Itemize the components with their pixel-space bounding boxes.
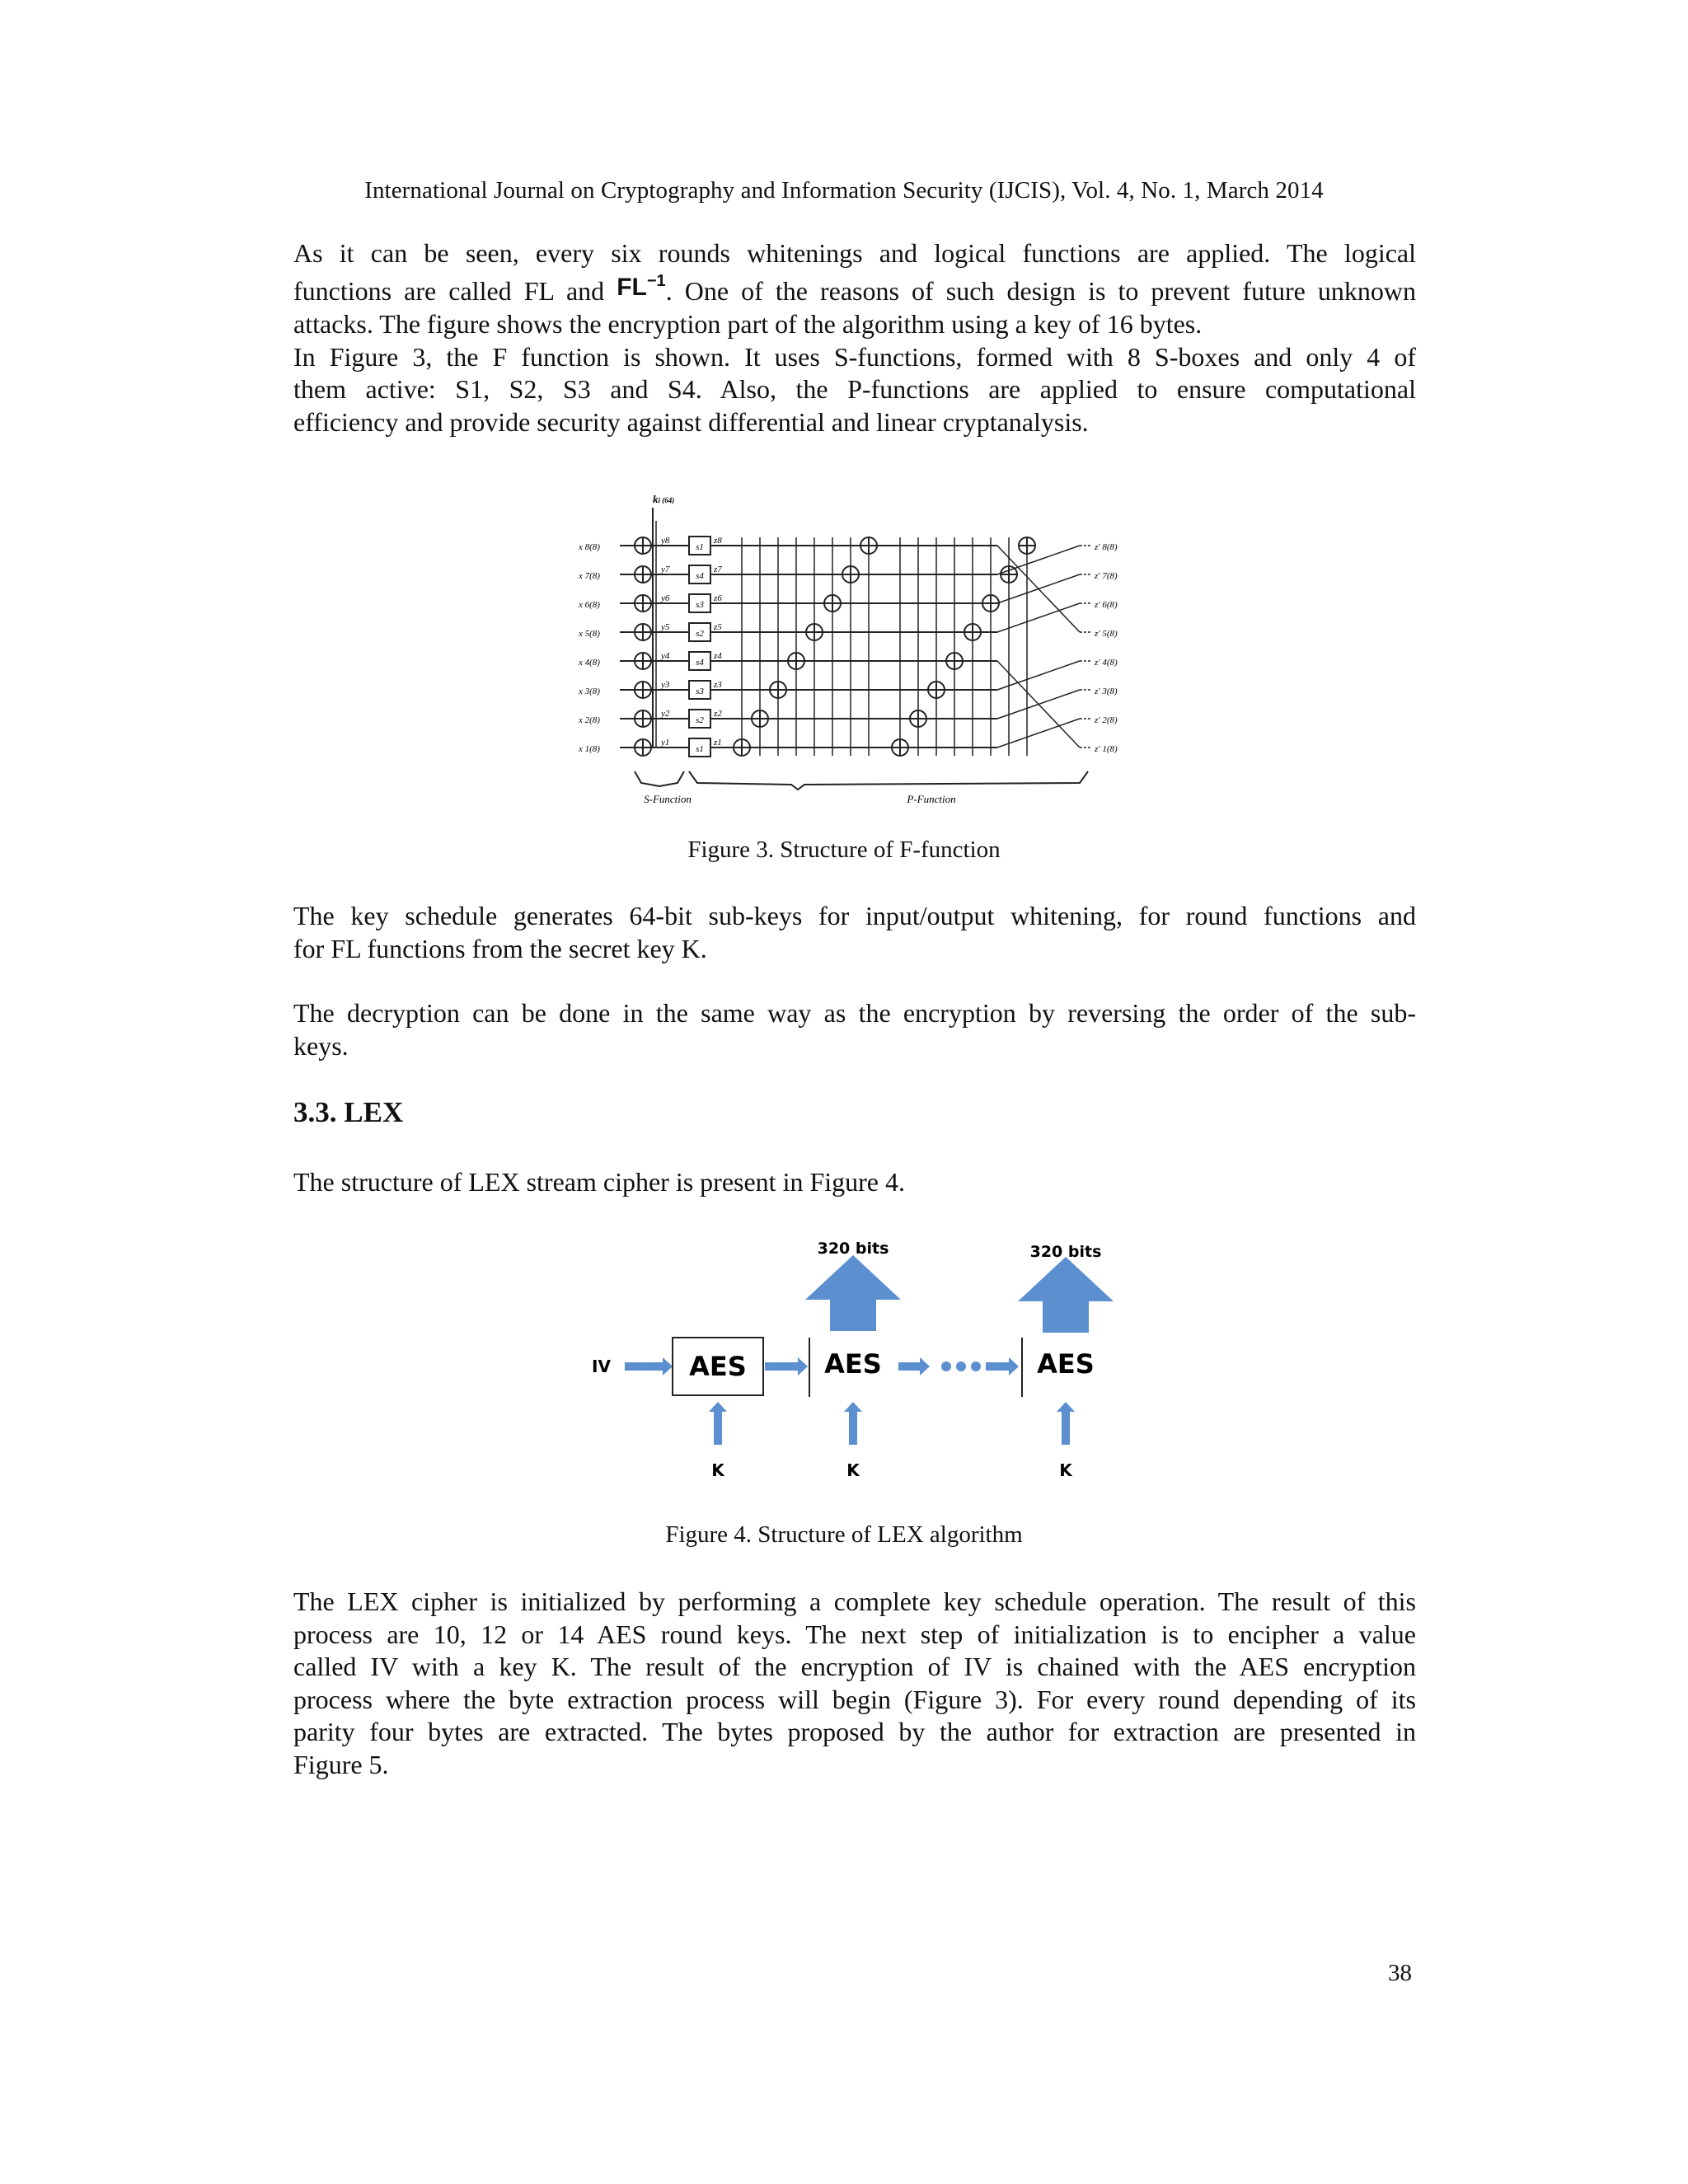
s-function-brace: [635, 771, 684, 786]
text-line: attacks. The figure shows the encryption part of the algorithm using a key of 16 bytes.: [293, 309, 1203, 339]
output-wire: [997, 661, 1080, 690]
text-line: keys.: [293, 1030, 349, 1061]
p-xor-4: [788, 653, 804, 669]
p-xor-3: [770, 682, 786, 698]
key-xor-1: [635, 739, 651, 756]
ellipsis-dot: [956, 1361, 966, 1371]
output-wire: [997, 719, 1080, 748]
text-line: Figure 5.: [293, 1749, 389, 1779]
input-label-8: x 8(8): [579, 542, 600, 552]
p-xor-7: [842, 566, 859, 583]
key-xor-8: [635, 537, 651, 554]
y-label-5: y5: [661, 622, 670, 632]
z-label-1: z1: [714, 738, 722, 748]
p-xor-5: [806, 624, 823, 640]
output-wire: [997, 690, 1080, 719]
key-xor-5: [635, 624, 651, 640]
key-up-arrow-icon: [1057, 1402, 1075, 1445]
output-label-5: z' 5(8): [1095, 629, 1118, 639]
output-label-2: z' 2(8): [1095, 715, 1118, 725]
p-function-network: [734, 537, 1080, 756]
input-label-3: x 3(8): [579, 687, 600, 696]
sbox-label-1: s1: [696, 744, 704, 754]
input-label-2: x 2(8): [579, 715, 600, 725]
aes-label-3: AES: [1037, 1348, 1095, 1380]
ellipsis-dot: [971, 1361, 981, 1371]
output-label-6: z' 6(8): [1095, 600, 1118, 610]
text-line: The LEX cipher is initialized by performing a complete key schedule operation. The result of this: [293, 1586, 1416, 1616]
key-xor-3: [635, 682, 651, 698]
key-xor-6: [635, 595, 651, 612]
text-line: The key schedule generates 64-bit sub-keys for input/output whitening, for round functions and: [293, 901, 1416, 930]
paragraph-lex-intro: [293, 1166, 1416, 1199]
z-label-7: z7: [714, 565, 722, 574]
text-line: called IV with a key K. The result of the encryption of IV is chained with the AES encryption: [293, 1652, 1416, 1681]
p-xor-6: [824, 595, 841, 612]
f-function-rows: [578, 521, 1118, 757]
key-label: ki (64): [653, 493, 675, 505]
output-label-1: 320 bits: [817, 1240, 889, 1258]
text-line: them active: S1, S2, S3 and S4. Also, the P-functions are applied to ensure computational: [293, 374, 1416, 404]
paragraph-logical-functions: [293, 237, 1416, 438]
right-arrow-icon: [625, 1357, 673, 1376]
fl-inverse-symbol: $FL^{-1}$: [617, 271, 666, 301]
y-label-3: y3: [661, 680, 670, 690]
p-function-label: P-Function: [907, 793, 956, 805]
p-xor-16: [1019, 537, 1035, 554]
key-up-arrow-icon: [709, 1402, 727, 1445]
text-line: process where the byte extraction process will begin (Figure 3). For every round depending of its: [293, 1684, 1416, 1714]
z-label-8: z8: [714, 536, 722, 546]
p-xor-2: [752, 710, 768, 727]
sbox-label-5: s2: [696, 629, 704, 639]
y-label-6: y6: [661, 593, 670, 603]
y-label-4: y4: [661, 651, 670, 661]
key-up-arrow-icon: [844, 1402, 862, 1445]
output-label-2: 320 bits: [1029, 1243, 1102, 1261]
lex-diagram: [592, 1240, 1114, 1480]
text-line: for FL functions from the secret key K.: [293, 933, 707, 963]
sbox-label-4: s4: [696, 658, 704, 668]
p-xor-9: [892, 739, 908, 756]
text-line: functions are called FL and $FL^{-1}$. One of the reasons of such design is to prevent future unknown: [293, 271, 1417, 306]
page-number: 38: [1388, 1960, 1412, 1986]
input-label-1: x 1(8): [579, 744, 600, 754]
s-function-label: S-Function: [644, 793, 692, 805]
right-arrow-icon: [765, 1357, 808, 1376]
p-xor-13: [964, 624, 981, 640]
p-xor-11: [928, 682, 945, 698]
paragraph-decryption: [293, 997, 1416, 1062]
text-line: In Figure 3, the F function is shown. It uses S-functions, formed with 8 S-boxes and only 4 of: [293, 341, 1416, 372]
output-label-8: z' 8(8): [1095, 542, 1118, 552]
text-line: As it can be seen, every six rounds whitenings and logical functions are applied. The logical: [293, 238, 1416, 268]
p-xor-14: [982, 595, 999, 612]
journal-header: International Journal on Cryptography and Information Security (IJCIS), Vol. 4, No. 1, March 2014: [364, 177, 1324, 204]
y-label-1: y1: [661, 738, 670, 748]
output-label-1: z' 1(8): [1095, 744, 1118, 754]
key-label-1: K: [711, 1460, 724, 1480]
y-label-8: y8: [661, 536, 670, 546]
z-label-4: z4: [714, 651, 722, 661]
text-line: process are 10, 12 or 14 AES round keys. The next step of initialization is to encipher a value: [293, 1619, 1416, 1649]
key-xor-7: [635, 566, 651, 583]
output-label-4: z' 4(8): [1095, 658, 1118, 668]
z-label-5: z5: [714, 622, 722, 632]
output-up-arrow-icon: [1018, 1257, 1114, 1333]
p-xor-10: [910, 710, 926, 727]
z-label-2: z2: [714, 709, 722, 719]
y-label-2: y2: [661, 709, 670, 719]
sbox-label-8: s1: [696, 542, 704, 552]
input-label-5: x 5(8): [579, 629, 600, 639]
paragraph-key-schedule: [293, 900, 1416, 965]
sbox-label-7: s4: [696, 571, 704, 581]
paragraph-lex-init: [293, 1586, 1416, 1781]
output-up-arrow-icon: [805, 1255, 901, 1331]
ellipsis-dot: [941, 1361, 951, 1371]
output-wire: [997, 603, 1080, 632]
right-arrow-icon: [898, 1357, 930, 1376]
figure3-caption: Figure 3. Structure of F-function: [687, 837, 1001, 863]
output-label-7: z' 7(8): [1095, 571, 1118, 581]
key-xor-4: [635, 653, 651, 669]
figure4-caption: Figure 4. Structure of LEX algorithm: [665, 1521, 1023, 1548]
input-label-4: x 4(8): [579, 658, 600, 668]
aes-label-1: AES: [689, 1351, 747, 1382]
key-label-2: K: [846, 1460, 860, 1480]
p-xor-8: [860, 537, 877, 554]
z-label-3: z3: [714, 680, 722, 690]
output-label-3: z' 3(8): [1095, 687, 1118, 696]
key-label-3: K: [1059, 1460, 1072, 1480]
text-line: parity four bytes are extracted. The bytes proposed by the author for extraction are presented in: [293, 1717, 1416, 1746]
p-xor-1: [734, 739, 750, 756]
figure-f-function: [577, 488, 1137, 818]
y-label-7: y7: [661, 565, 670, 574]
p-xor-12: [946, 653, 963, 669]
z-label-6: z6: [714, 593, 722, 603]
input-label-7: x 7(8): [579, 571, 600, 581]
text-line: The structure of LEX stream cipher is present in Figure 4.: [293, 1167, 905, 1197]
section-heading-lex: 3.3. LEX: [293, 1096, 404, 1128]
sbox-label-6: s3: [696, 600, 704, 610]
output-wire: [997, 546, 1080, 574]
text-line: The decryption can be done in the same way as the encryption by reversing the order of the sub-: [293, 998, 1416, 1028]
iv-label: IV: [592, 1357, 611, 1376]
sbox-label-3: s3: [696, 687, 704, 696]
sbox-label-2: s2: [696, 715, 704, 725]
figure-lex-structure: [577, 1232, 1137, 1496]
aes-label-2: AES: [824, 1348, 882, 1380]
right-arrow-icon: [986, 1357, 1019, 1376]
text-line: efficiency and provide security against differential and linear cryptanalysis.: [293, 406, 1089, 437]
input-label-6: x 6(8): [579, 600, 600, 610]
key-xor-2: [635, 710, 651, 727]
p-function-brace: [689, 771, 1088, 790]
